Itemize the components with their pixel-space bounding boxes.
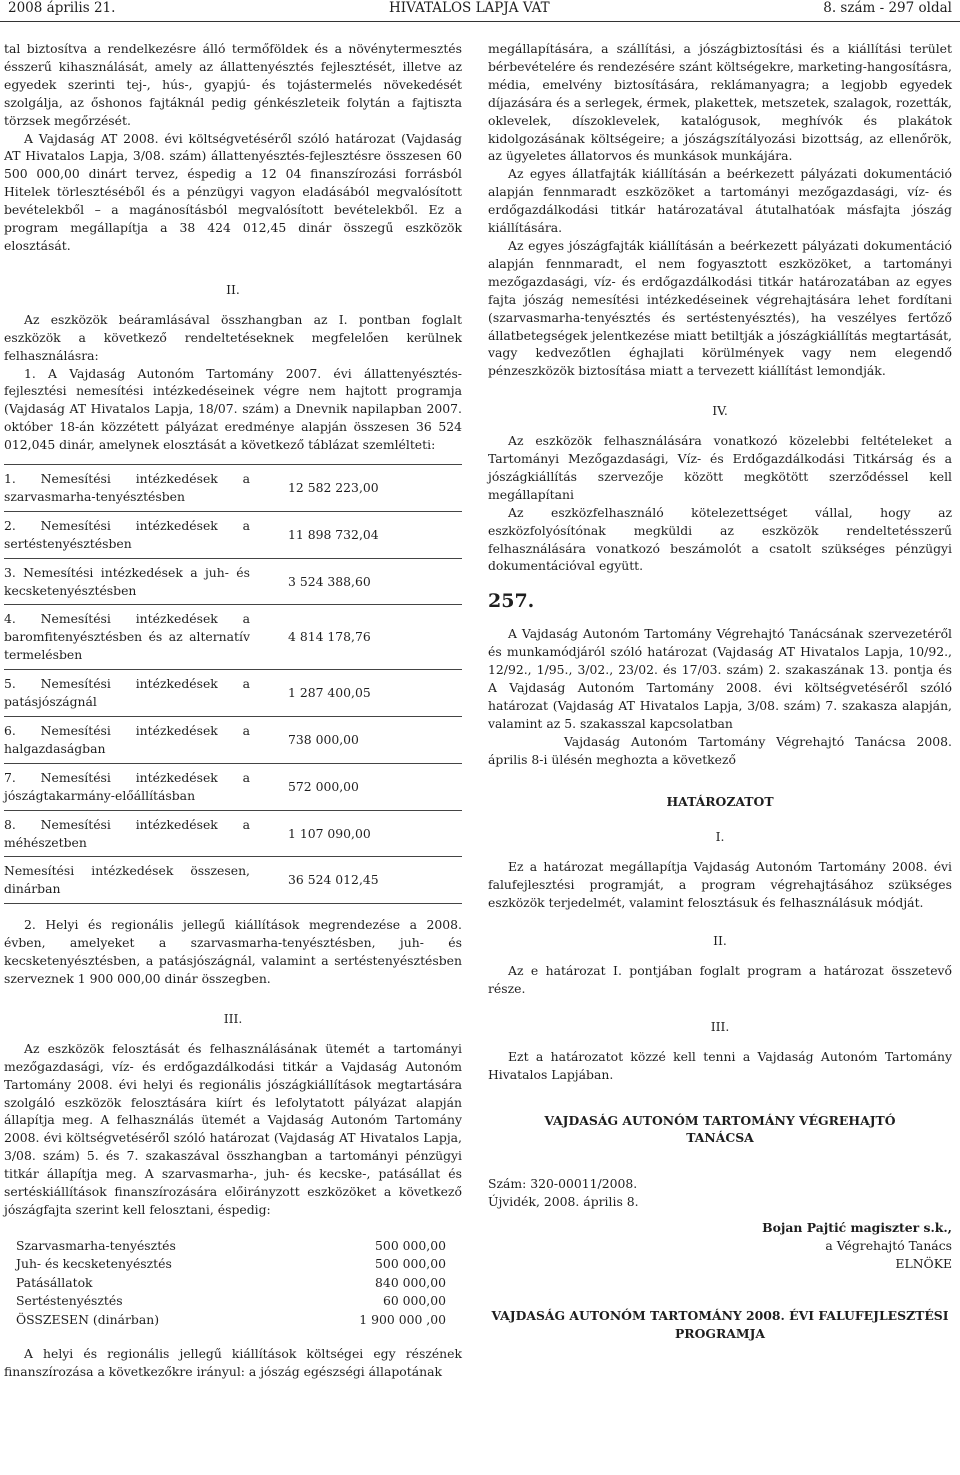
- distribution-table: [16, 1237, 446, 1330]
- table-row: [4, 670, 462, 717]
- allocation-label: 7. Nemesítési intézkedések a jószágtakarmány-előállításban: [4, 763, 256, 810]
- table-row: [4, 558, 462, 605]
- right-column: [488, 40, 952, 1343]
- table-row: [16, 1292, 446, 1311]
- distribution-amount: 60 000,00: [382, 1293, 446, 1309]
- section-heading: III.: [710, 1018, 730, 1034]
- allocation-amount: 738 000,00: [256, 717, 462, 764]
- allocation-amount: 4 814 178,76: [256, 605, 462, 670]
- paragraph: tal biztosítva a rendelkezésre álló termőföldek és a növénytermesztés ésszerű kihasználását, amely az állattenyésztés fejlesztését, illetve az egyedek szerinti tej-, hús-, gyapjú- és tojástermelés növekedését szolgálja, az őshonos fajtáknál pedig génkészleteik folytán a fajtiszta törzsek megőrzését.: [4, 41, 462, 128]
- table-row: [4, 763, 462, 810]
- allocation-amount: 36 524 012,45: [256, 857, 462, 904]
- distribution-amount: 840 000,00: [375, 1274, 446, 1290]
- allocation-label: 8. Nemesítési intézkedések a méhészetben: [4, 810, 256, 857]
- section-heading: I.: [715, 829, 725, 845]
- table-row: [16, 1237, 446, 1256]
- paragraph: Az eszközfelhasználó kötelezettséget vállal, hogy az eszközfolyósítónak megküldi az eszközök rendeltetésszerű felhasználására vonatkozó beszámolót a csatolt szükséges pénzügyi dokumentációval együtt.: [488, 504, 952, 574]
- table-row: [4, 810, 462, 857]
- table-row: [4, 465, 462, 512]
- paragraph: Az e határozat I. pontjában foglalt program a határozat összetevő része.: [488, 962, 952, 996]
- allocation-amount: 1 107 090,00: [256, 810, 462, 857]
- allocation-label: 3. Nemesítési intézkedések a juh- és kecsketenyésztésben: [4, 558, 256, 605]
- allocation-amount: 12 582 223,00: [256, 465, 462, 512]
- signer-title: ELNÖKE: [895, 1255, 952, 1271]
- distribution-amount: 500 000,00: [375, 1237, 446, 1253]
- allocation-amount: 572 000,00: [256, 763, 462, 810]
- allocation-label: 6. Nemesítési intézkedések a halgazdaságban: [4, 717, 256, 764]
- section-heading: II.: [226, 281, 240, 297]
- paragraph: megállapítására, a szállítási, a jószágbiztosítási és a kiállítási terület bérbevételére és rendezésére szánt költségekre, marketing-hangosításra, média, emelvény biztosítására, reklámanyagra; a legjobb egyedek díjazására és a serlegek, érmek, plakettek, metszetek, szalagok, rozetták, oklevelek, díszoklevelek, katalógusok, meghívók és plakátok kidolgozásának költségeire; a jószágszítályozási bizottság, az ellenőrök, az ügyeletes állatorvos és munkások munkájára.: [488, 41, 952, 164]
- left-column: [4, 40, 462, 1381]
- allocation-label: 2. Nemesítési intézkedések a sertéstenyésztésben: [4, 511, 256, 558]
- signer-role: a Végrehajtó Tanács: [825, 1238, 952, 1254]
- distribution-label: Sertéstenyésztés: [16, 1293, 123, 1309]
- allocation-amount: 3 524 388,60: [256, 558, 462, 605]
- allocation-amount: 11 898 732,04: [256, 511, 462, 558]
- paragraph: Ezt a határozatot közzé kell tenni a Vajdaság Autonóm Tartomány Hivatalos Lapjában.: [488, 1048, 952, 1082]
- paragraph: A helyi és regionális jellegű kiállítások költségei egy részének finanszírozása a következőkre irányul: a jószág egészségi állapotának: [4, 1346, 462, 1380]
- table-row: [4, 857, 462, 904]
- reference-number: Szám: 320-00011/2008.: [488, 1176, 638, 1192]
- paragraph: A Vajdaság AT 2008. évi költségvetéséről szóló határozat (Vajdaság AT Hivatalos Lapja, 3/08. szám) állattenyésztés-fejlesztésre összesen 60 500 000,00 dinárt tervez, éspedig a 12 04 finanszírozási forrásból Hitelek törlesztéséből és a pénzügyi vagyon eladásából megvalósított bevételekből – a magánosításból megvalósított bevételekből. Ez a program megállapítja a 38 424 012,45 dinár összegű eszközök elosztását.: [4, 130, 462, 253]
- paragraph: Vajdaság Autonóm Tartomány Végrehajtó Tanácsa 2008. április 8-i ülésén meghozta a következő: [488, 733, 952, 767]
- distribution-label: Patásállatok: [16, 1274, 93, 1290]
- distribution-label: Juh- és kecsketenyésztés: [16, 1256, 172, 1272]
- table-row: [16, 1255, 446, 1274]
- page-header: [0, 0, 960, 22]
- paragraph: Ez a határozat megállapítja Vajdaság Autonóm Tartomány 2008. évi falufejlesztési programját, a program végrehajtásához szükséges eszközök terjedelmét, valamint felosztásuk és felhasználásuk módját.: [488, 859, 952, 911]
- allocation-label: 5. Nemesítési intézkedések a patásjószágnál: [4, 670, 256, 717]
- allocation-table: [4, 464, 462, 904]
- allocation-label: 1. Nemesítési intézkedések a szarvasmarha-tenyésztésben: [4, 465, 256, 512]
- allocation-amount: 1 287 400,05: [256, 670, 462, 717]
- paragraph: Az egyes jószágfajták kiállításán a beérkezett pályázati dokumentáció alapján fennmaradt, el nem fogyasztott eszközöket, a tartományi mezőgazdasági, víz- és erdőgazdálkodási titkár határozatában az egyes fajta jószág nemesítési intézkedéseinek végrehajtására lehet fordítani (szarvasmarha-tenyésztés és sertéstenyésztés), ha veszélyes fertőző állatbetegségek jelentkezése miatt betiltják a jószágkiállítás megtartását, vagy kedvezőtlen éghajlati körülmények vagy nem elegendő pénzeszközök biztosítása miatt a tervezett kiállítást lemondják.: [488, 237, 952, 379]
- distribution-label: Szarvasmarha-tenyésztés: [16, 1237, 176, 1253]
- section-heading: II.: [713, 933, 727, 949]
- paragraph: 2. Helyi és regionális jellegű kiállítások megrendezése a 2008. évben, amelyeket a szarvasmarha-tenyésztésben, juh- és kecsketenyésztésben, a patásjószágnál, valamint a sertéstenyésztésben szerveznek 1 900 000,00 dinár összegben.: [4, 917, 462, 986]
- place-date: Újvidék, 2008. április 8.: [488, 1194, 639, 1210]
- section-heading: III.: [223, 1010, 243, 1026]
- decision-number: 257.: [488, 590, 535, 613]
- header-page-number: 8. szám - 297 oldal: [823, 0, 952, 16]
- table-row: [16, 1311, 446, 1330]
- allocation-label: Nemesítési intézkedések összesen, dinárban: [4, 857, 256, 904]
- paragraph: 1. A Vajdaság Autonóm Tartomány 2007. évi állattenyésztés-fejlesztési nemesítési intézkedéseinek végre nem hajtott programja (Vajdaság AT Hivatalos Lapja, 18/07. szám) a Dnevnik napilapban 2007. október 18-án közzétett pályázat eredménye alapján összesen 36 524 012,045 dinár, amelynek elosztását a következő táblázat szemlélteti:: [4, 365, 462, 453]
- allocation-label: 4. Nemesítési intézkedések a baromfitenyésztésben és az alternatív termelésben: [4, 605, 256, 670]
- table-row: [4, 605, 462, 670]
- paragraph: Az egyes állatfajták kiállításán a beérkezett pályázati dokumentáció alapján fennmaradt eszközöket a tartományi mezőgazdasági, víz- és erdőgazdálkodási titkár határozatával átutalhatóak másfajta jószág kiállítására.: [488, 166, 952, 236]
- table-row: [4, 717, 462, 764]
- program-title: VAJDASÁG AUTONÓM TARTOMÁNY 2008. ÉVI FALUFEJLESZTÉSI PROGRAMJA: [491, 1307, 949, 1341]
- distribution-amount: 500 000,00: [375, 1256, 446, 1272]
- header-journal: HIVATALOS LAPJA VAT: [389, 0, 550, 16]
- paragraph: A Vajdaság Autonóm Tartomány Végrehajtó Tanácsának szervezetéről és munkamódjáról szóló határozat (Vajdaság AT Hivatalos Lapja, 10/92., 12/92., 1/95., 3/02., 23/02. és 17/03. szám) 2. szakaszának 13. pontja és A Vajdaság Autonóm Tartomány 2008. évi költségvetéséről szóló határozat (Vajdaság AT Hivatalos Lapja, 3/08. szám) 7. szakasza alapján, valamint az 5. szakasszal kapcsolatban: [488, 626, 952, 731]
- council-name: VAJDASÁG AUTONÓM TARTOMÁNY VÉGREHAJTÓ TANÁCSA: [544, 1112, 896, 1146]
- table-row: [16, 1274, 446, 1293]
- distribution-label: ÖSSZESEN (dinárban): [16, 1311, 160, 1327]
- paragraph: Az eszközök felhasználására vonatkozó közelebbi feltételeket a Tartományi Mezőgazdasági, Víz- és Erdőgazdálkodási Titkárság és a jószágkiállítás szervezője között megkötött szerződéssel kell megállapítani: [488, 433, 952, 502]
- table-row: [4, 511, 462, 558]
- signer-name: Bojan Pajtić magiszter s.k.,: [762, 1220, 952, 1236]
- paragraph: Az eszközök beáramlásával összhangban az I. pontban foglalt eszközök a következő rendeltetéseknek megfelelően kerülnek felhasználásra:: [4, 311, 462, 363]
- paragraph: Az eszközök felosztását és felhasználásának ütemét a tartományi mezőgazdasági, víz- és erdőgazdálkodási titkár a Vajdaság Autonóm Tartomány 2008. évi helyi és regionális jószágkiállítások megtartására szolgáló eszközök felosztására kiírt és lefolytatott pályázat alapján állapítja meg. A felhasználás ütemét a Vajdaság Autonóm Tartomány 2008. évi költségvetéséről szóló határozat (Vajdaság AT Hivatalos Lapja, 3/08. szám) 5. és 7. szakaszával összhangban a tartományi pénzügyi titkár állapítja meg. A szarvasmarha-, juh- és kecske-, patásállat és sertéskiállítások finanszírozására előirányzott eszközöket a következő jószágfajta szerint kell felosztani, éspedig:: [4, 1040, 462, 1217]
- decision-title: HATÁROZATOT: [666, 793, 774, 809]
- section-heading: IV.: [712, 403, 728, 419]
- header-date: 2008 április 21.: [8, 0, 116, 16]
- distribution-amount: 1 900 000 ,00: [359, 1311, 446, 1327]
